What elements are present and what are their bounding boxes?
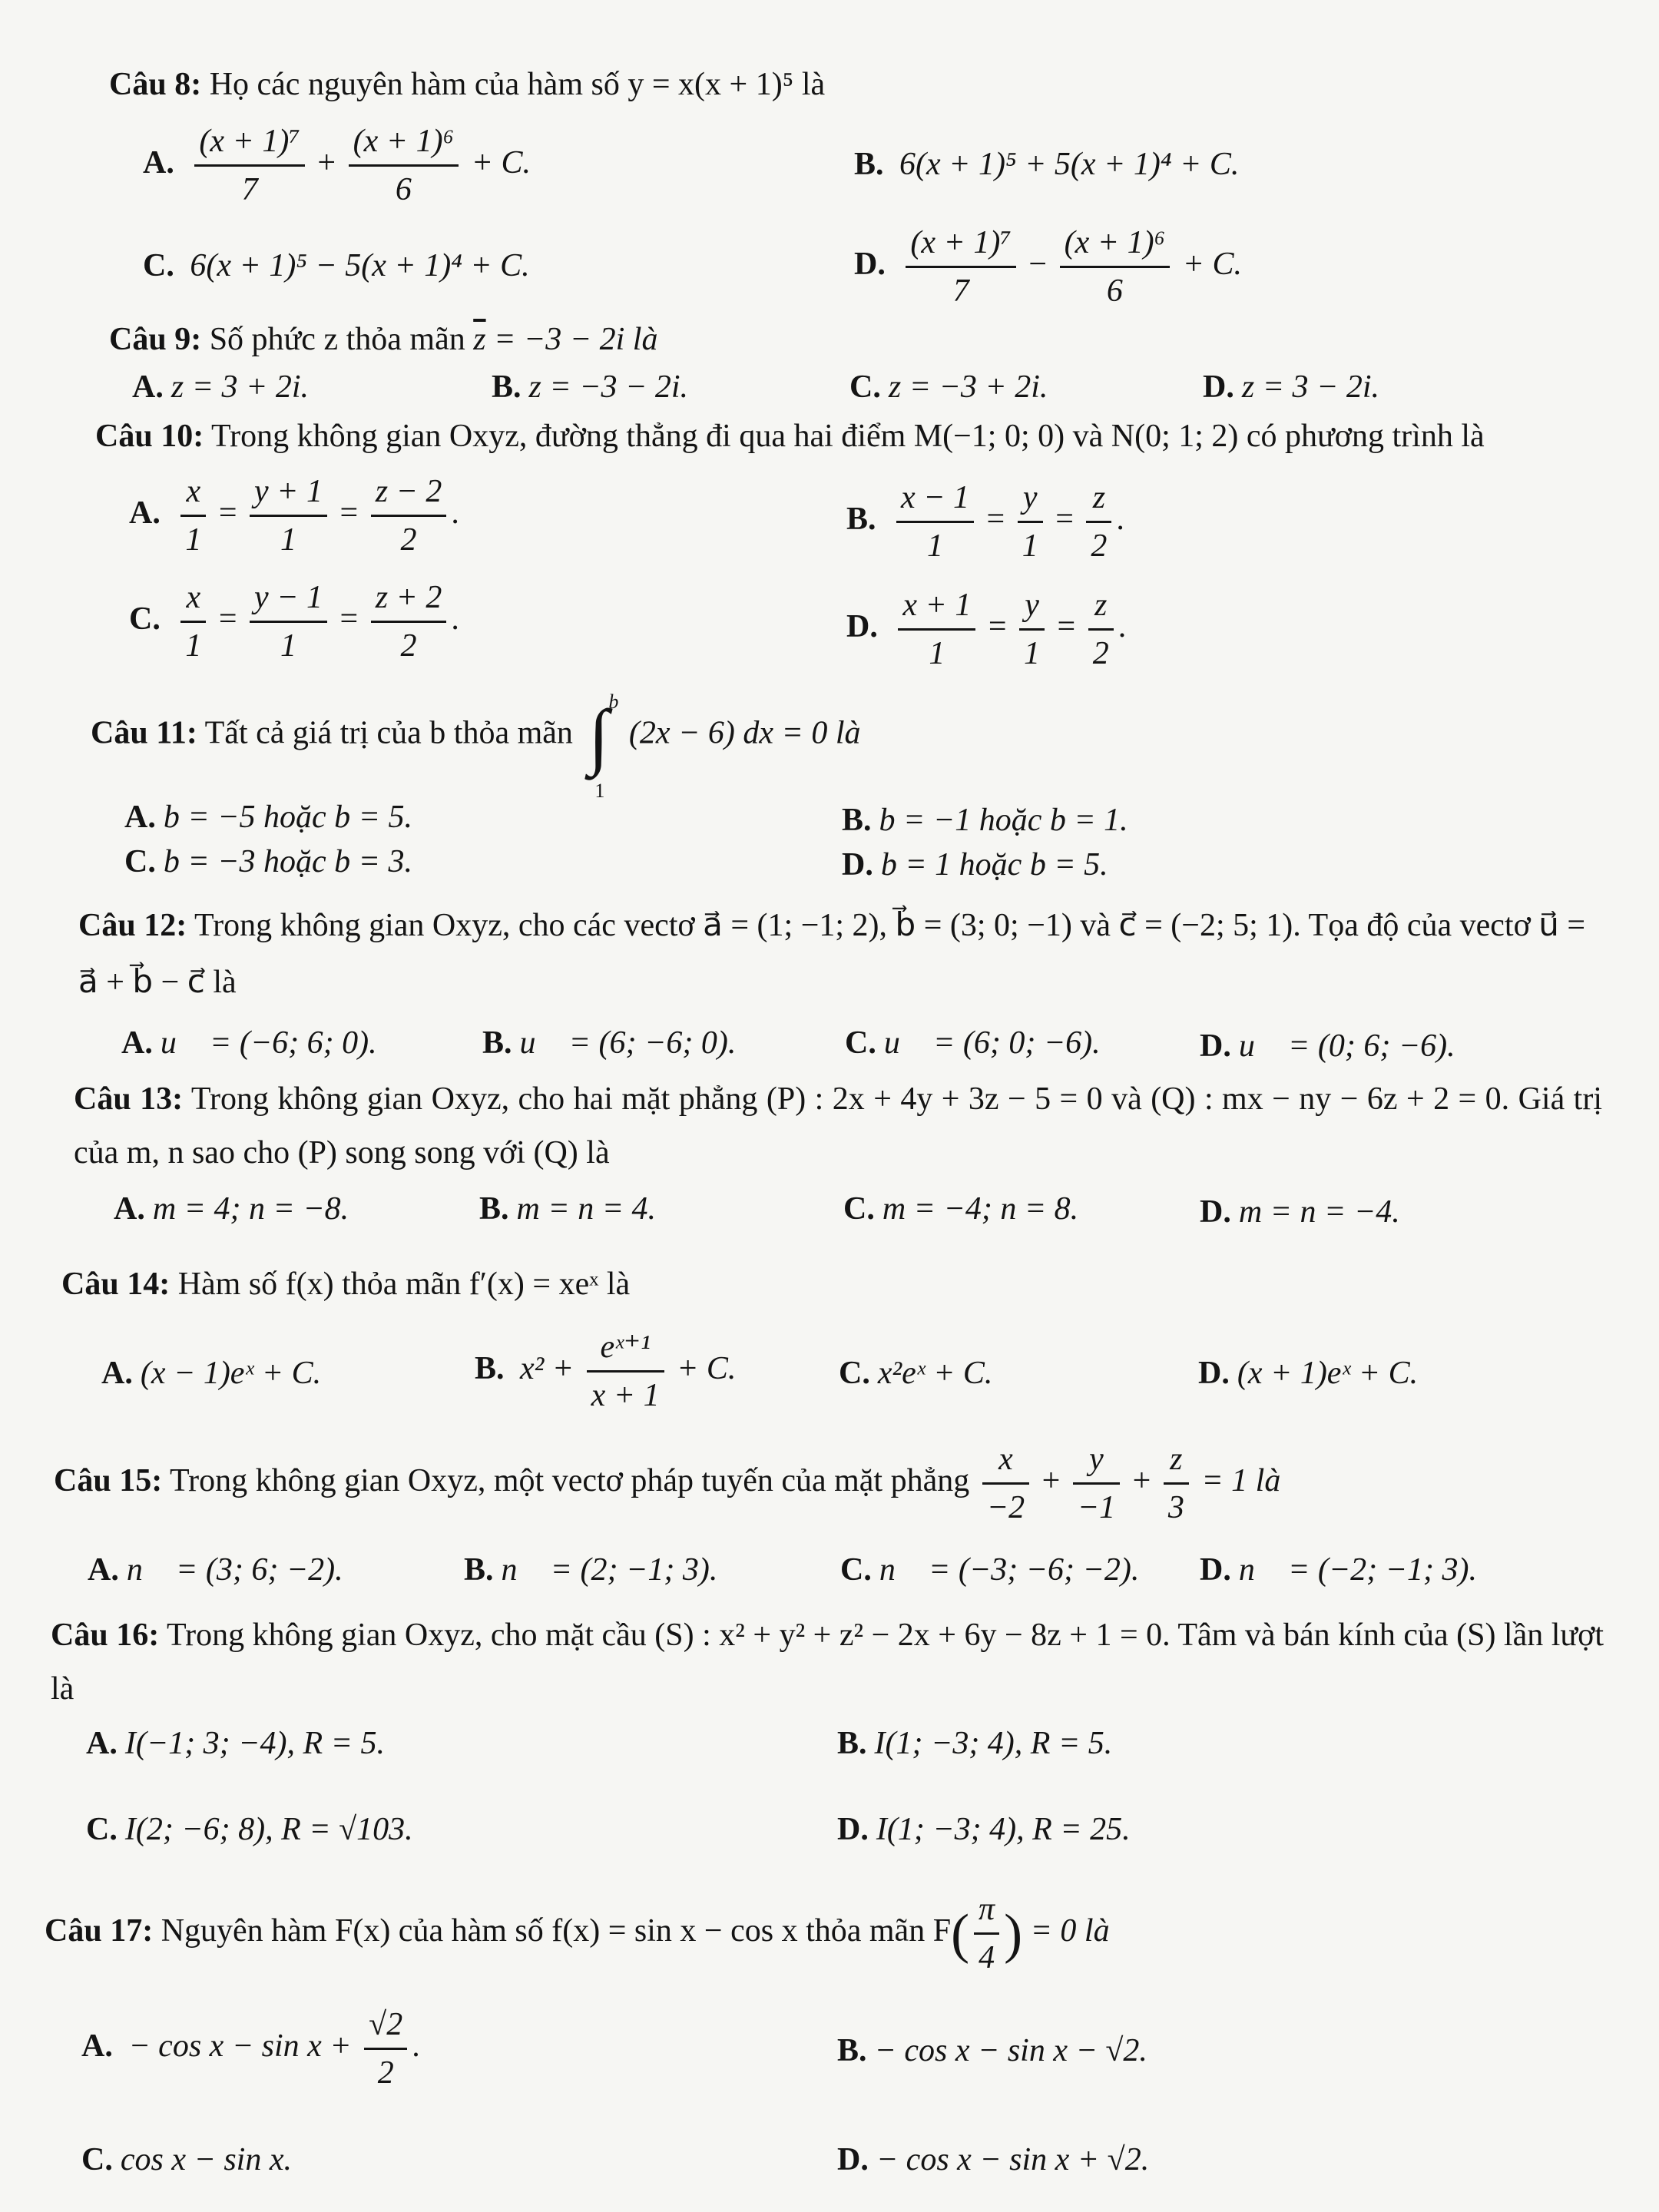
option-label: A. [81,2028,113,2065]
question-12-option-d [1200,1025,1455,1068]
question-15-stem: Câu 15: Trong không gian Oxyz, một vectơ pháp tuyến của mặt phẳng $\frac{x}{-2}$ + $\frac{y}{-1}$ + $\frac{z}{3}$ = 1 là [54,1439,1280,1528]
option-text: n⃗ = (2; −1; 3). [501,1552,718,1588]
integral-sign: ∫ b 1 [585,690,616,782]
fraction-denominator: 1 [927,528,943,564]
question-13-option-c [843,1187,1078,1230]
question-10-option-c: C. $\frac{x}{1}$ = $\frac{y - 1}{1}$ = $\frac{z + 2}{2}$ . [129,578,459,666]
option-label: C. [843,1191,875,1227]
option-text: 6(x + 1)⁵ − 5(x + 1)⁴ + C. [190,248,530,283]
option-text: n⃗ = (−2; −1; 3). [1238,1552,1477,1588]
option-text: (x − 1)eˣ + C. [140,1356,322,1391]
question-10-option-b: B. $\frac{x - 1}{1}$ = $\frac{y}{1}$ = $\frac{z}{2}$ . [846,478,1124,566]
expression-tail: + C. [1182,247,1243,283]
question-15-option-b [464,1548,717,1591]
option-label: A. [132,369,164,405]
question-13-option-a [114,1187,349,1230]
option-label: C. [839,1356,870,1391]
fraction-denominator: 1 [280,628,297,664]
fraction-numerator: √2 [364,2005,407,2050]
question-9-option-c [849,366,1048,409]
question-11-text-end: (2x − 6) dx = 0 là [628,715,861,751]
fraction-denominator: 2 [400,628,417,664]
option-text: m = −4; n = 8. [882,1191,1079,1227]
option-text: z = −3 + 2i. [888,369,1048,405]
option-label: D. [846,609,878,645]
question-15-option-a [88,1548,343,1591]
option-label: A. [86,1726,118,1761]
expression-tail: + C. [471,145,531,181]
question-8-option-d [854,223,1242,311]
question-14-option-c [839,1352,992,1395]
question-13-text: Trong không gian Oxyz, cho hai mặt phẳng (P) : 2x + 4y + 3z − 5 = 0 và (Q) : mx − ny − 6z + 2 = 0. Giá trị của m, n sao cho (P) song song với (Q) là [74,1081,1602,1171]
question-16-text: Trong không gian Oxyz, cho mặt cầu (S) : x² + y² + z² − 2x + 6y − 8z + 1 = 0. Tâm và bán kính của (S) lần lượt là [51,1618,1604,1707]
fraction-denominator: 1 [929,636,945,671]
option-label: A. [129,495,161,531]
fraction-denominator: −1 [1077,1490,1116,1525]
fraction-numerator: x [982,1439,1029,1485]
fraction-numerator: (x + 1)⁶ [349,121,459,167]
fraction-numerator: z + 2 [371,578,447,623]
option-label: D. [1200,1194,1231,1230]
question-17-option-d [837,2138,1149,2181]
option-label: D. [837,1812,869,1847]
question-11-text: Tất cả giá trị của b thỏa mãn [204,715,573,751]
question-14-option-a [101,1352,321,1395]
question-13-stem [74,1072,1602,1180]
option-label: C. [124,844,156,879]
option-label: A. [143,145,174,181]
option-text: u⃗ = (6; −6; 0). [519,1025,737,1061]
option-text: u⃗ = (6; 0; −6). [883,1025,1101,1061]
option-text: I(1; −3; 4), R = 5. [874,1726,1113,1761]
operator: + [317,145,336,181]
conjugate-z: $\overline{z}$ [473,322,486,357]
fraction-denominator: 1 [1024,636,1041,671]
option-text: z = 3 + 2i. [171,369,310,405]
question-13-option-d [1200,1190,1400,1233]
option-text: I(2; −6; 8), R = √103. [124,1812,413,1847]
fraction-denominator: x + 1 [591,1378,660,1413]
option-label: B. [492,369,522,405]
question-16-option-d [837,1808,1131,1851]
fraction-denominator: 2 [1092,636,1109,671]
option-label: A. [121,1025,153,1061]
question-17-text: Nguyên hàm F(x) của hàm số f(x) = sin x − cos x thỏa mãn F [161,1913,952,1949]
option-label: D. [1200,1028,1231,1064]
question-9-option-d [1203,366,1379,409]
option-label: C. [86,1812,118,1847]
option-text: I(−1; 3; −4), R = 5. [124,1726,385,1761]
expression-tail: + C. [677,1351,737,1387]
question-10-label: Câu 10: [95,419,204,454]
fraction-numerator: eˣ⁺¹ [587,1327,664,1373]
fraction-denominator: 7 [952,273,969,309]
fraction-numerator: x [180,578,206,623]
option-text: m = 4; n = −8. [152,1191,349,1227]
fraction-numerator: x + 1 [898,585,975,631]
question-9-text: Số phức z thỏa mãn [209,322,465,357]
option-label: C. [143,248,174,283]
fraction-denominator: 2 [377,2055,394,2091]
question-15-label: Câu 15: [54,1463,163,1499]
fraction-numerator: y [1019,585,1045,631]
question-11-option-a [124,796,412,839]
question-8-text: Họ các nguyên hàm của hàm số y = x(x + 1)⁵ là [209,67,826,102]
fraction-numerator: x − 1 [896,478,974,523]
fraction-denominator: 1 [185,522,202,558]
option-text: n⃗ = (3; 6; −2). [126,1552,343,1588]
question-17-option-b [837,2029,1147,2072]
question-17-option-c [81,2138,292,2181]
question-11-option-c [124,840,412,883]
option-label: A. [114,1191,145,1227]
option-text: u⃗ = (0; 6; −6). [1238,1028,1455,1064]
fraction-numerator: y − 1 [250,578,327,623]
fraction-numerator: x [180,472,206,517]
option-text: z = −3 − 2i. [528,369,689,405]
question-10-text: Trong không gian Oxyz, đường thẳng đi qua hai điểm M(−1; 0; 0) và N(0; 1; 2) có phương trình là [210,419,1485,454]
option-label: D. [854,247,886,283]
option-text: (x + 1)eˣ + C. [1237,1356,1419,1391]
option-text: z = 3 − 2i. [1241,369,1380,405]
question-12-text: Trong không gian Oxyz, cho các vectơ a⃗ = (1; −1; 2), b⃗ = (3; 0; −1) và c⃗ = (−2; 5; 1). Tọa độ của vectơ u⃗ = a⃗ + b⃗ − c⃗ là [78,908,1586,1000]
option-label: D. [837,2142,869,2177]
fraction-numerator: y + 1 [250,472,327,517]
integral-upper-limit: b [608,690,619,713]
question-11-stem [91,690,861,802]
question-12-option-b [482,1022,736,1065]
question-9-text-end: = −3 − 2i là [494,322,658,357]
question-11-option-d [842,843,1108,886]
question-11-label: Câu 11: [91,715,197,751]
question-10-stem [95,415,1485,458]
question-12-option-c [845,1022,1101,1065]
fraction-denominator: 6 [395,172,412,207]
question-11-option-b [842,799,1128,842]
fraction-numerator: z − 2 [371,472,447,517]
option-label: B. [837,1726,867,1761]
question-14-label: Câu 14: [61,1267,171,1302]
option-text: x²eˣ + C. [877,1356,993,1391]
question-17-stem: Câu 17: Nguyên hàm F(x) của hàm số f(x) = sin x − cos x thỏa mãn F( $\frac{\pi}{4}$ ) = 0 là [45,1889,1110,1978]
question-9-stem [109,318,657,361]
fraction-numerator: (x + 1)⁶ [1060,223,1171,268]
option-text: b = −5 hoặc b = 5. [163,800,413,835]
option-label: B. [846,502,876,538]
option-label: B. [837,2033,867,2068]
fraction-denominator: 4 [979,1940,995,1975]
option-label: D. [1200,1552,1231,1588]
question-14-stem [61,1263,630,1306]
fraction-numerator: z [1088,585,1114,631]
fraction-denominator: 1 [185,628,202,664]
option-label: C. [849,369,881,405]
question-13-label: Câu 13: [74,1081,184,1117]
question-9-label: Câu 9: [109,322,202,357]
option-label: C. [81,2142,113,2177]
option-text: b = 1 hoặc b = 5. [880,847,1108,882]
option-label: D. [1203,369,1234,405]
fraction-numerator: z [1086,478,1111,523]
option-text: m = n = −4. [1238,1194,1400,1230]
question-10-option-d: D. $\frac{x + 1}{1}$ = $\frac{y}{1}$ = $\frac{z}{2}$ . [846,585,1126,674]
fraction-numerator: z [1164,1439,1189,1485]
question-9-option-a [132,366,309,409]
question-15-text: Trong không gian Oxyz, một vectơ pháp tuyến của mặt phẳng [169,1463,970,1499]
question-16-stem [51,1608,1610,1716]
question-16-option-a [86,1722,385,1765]
fraction-numerator: π [974,1889,999,1935]
integral-lower-limit: 1 [594,780,605,802]
question-8-label: Câu 8: [109,67,202,102]
question-12-option-a [121,1022,377,1065]
question-15-text-end: = 1 là [1201,1463,1281,1499]
question-16-option-c [86,1808,413,1851]
fraction-denominator: 3 [1167,1490,1184,1525]
option-text: b = −3 hoặc b = 3. [163,844,413,879]
fraction-denominator: 2 [400,522,417,558]
fraction-denominator: 1 [1022,528,1038,564]
option-text: u⃗ = (−6; 6; 0). [160,1025,377,1061]
question-8-option-b [854,143,1239,186]
fraction-denominator: 6 [1106,273,1123,309]
question-15-option-c [840,1548,1139,1591]
fraction-denominator: 7 [241,172,258,207]
question-8-stem [109,63,825,106]
fraction-numerator: (x + 1)⁷ [194,121,305,167]
fraction-denominator: 1 [280,522,297,558]
option-label: B. [479,1191,509,1227]
fraction-numerator: y [1073,1439,1120,1485]
question-17-text-end: = 0 là [1030,1913,1110,1949]
question-9-option-b [492,366,688,409]
option-text: − cos x − sin x + √2. [876,2142,1150,2177]
option-label: B. [842,803,872,838]
question-10-option-a: A. $\frac{x}{1}$ = $\frac{y + 1}{1}$ = $\frac{z - 2}{2}$ . [129,472,459,560]
question-12-label: Câu 12: [78,908,187,943]
question-17-label: Câu 17: [45,1913,154,1949]
option-label: A. [124,800,156,835]
option-label: A. [101,1356,133,1391]
option-text: − cos x − sin x − √2. [874,2033,1147,2068]
fraction-numerator: (x + 1)⁷ [906,223,1016,268]
option-label: D. [842,847,873,882]
option-label: C. [840,1552,872,1588]
expression-tail: . [412,2028,420,2065]
fraction-denominator: 2 [1091,528,1108,564]
operator: − [1028,247,1048,283]
option-label: B. [482,1025,512,1061]
fraction-denominator: −2 [986,1490,1025,1525]
option-label: A. [88,1552,119,1588]
question-8-option-a [143,121,531,210]
option-label: B. [854,147,884,182]
question-16-option-b [837,1722,1112,1765]
question-14-text: Hàm số f(x) thỏa mãn f′(x) = xeˣ là [177,1267,631,1302]
question-17-option-a [81,2005,420,2093]
expression-head: − cos x − sin x + [128,2028,352,2065]
question-14-option-d [1198,1352,1418,1395]
option-text: n⃗ = (−3; −6; −2). [879,1552,1140,1588]
option-text: I(1; −3; 4), R = 25. [876,1812,1131,1847]
question-12-stem [78,897,1599,1011]
fraction-numerator: y [1018,478,1043,523]
option-text: b = −1 hoặc b = 1. [879,803,1128,838]
question-14-option-b [475,1327,736,1416]
option-label: C. [129,601,161,637]
option-label: B. [464,1552,494,1588]
option-label: D. [1198,1356,1230,1391]
question-13-option-b [479,1187,656,1230]
option-label: C. [845,1025,876,1061]
option-text: 6(x + 1)⁵ + 5(x + 1)⁴ + C. [899,147,1240,182]
question-8-option-c [143,244,530,287]
question-16-label: Câu 16: [51,1618,160,1653]
expression-head: x² + [520,1351,575,1387]
option-text: m = n = 4. [516,1191,657,1227]
question-15-option-d [1200,1548,1477,1591]
option-text: cos x − sin x. [120,2142,292,2177]
option-label: B. [475,1351,505,1387]
